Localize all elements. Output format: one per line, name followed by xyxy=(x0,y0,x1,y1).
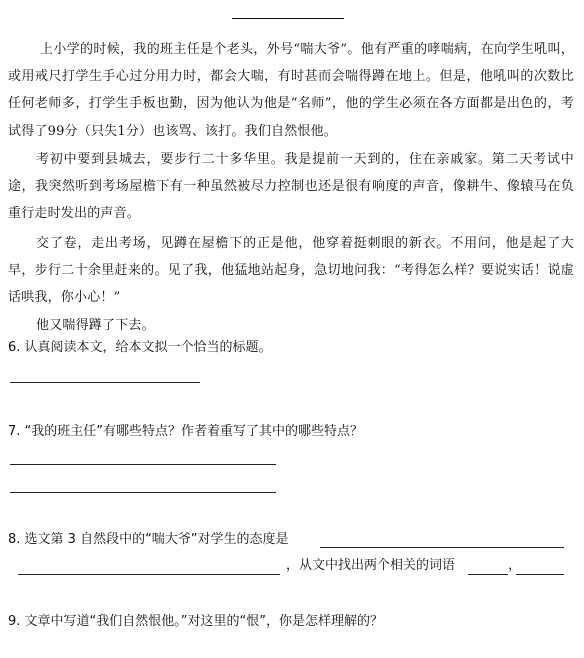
question-8-separator: ， xyxy=(508,558,522,573)
question-8: 8. 选文第 3 自然段中的“喘大爷”对学生的态度是 xyxy=(8,532,289,547)
top-divider xyxy=(232,18,344,19)
answer-line-q7-1[interactable] xyxy=(10,464,276,465)
question-6: 6. 认真阅读本文，给本文拟一个恰当的标题。 xyxy=(8,340,272,355)
question-9: 9. 文章中写道“我们自然恨他。”对这里的“恨”，你是怎样理解的？ xyxy=(8,614,383,629)
answer-line-q8-word-2[interactable] xyxy=(516,574,564,575)
answer-line-q8-word-1[interactable] xyxy=(468,574,508,575)
answer-line-q8-1[interactable] xyxy=(320,547,564,548)
answer-line-q7-2[interactable] xyxy=(10,492,276,493)
paragraph-2: 考初中要到县城去，要步行二十多华里。我是提前一天到的，住在亲戚家。第二天考试中途，我突然听到考场屋檐下有一种虽然被尽力控制也还是很有响度的声音，像耕牛、像辕马在负重行走时发出的声音。 xyxy=(8,152,574,222)
answer-line-q8-2[interactable] xyxy=(18,574,280,575)
question-7: 7. “我的班主任”有哪些特点？作者着重写了其中的哪些特点？ xyxy=(8,424,364,439)
paragraph-1: 上小学的时候，我的班主任是个老头，外号“喘大爷”。他有严重的哮喘病，在向学生吼叫，或用戒尺打学生手心过分用力时，都会大喘，有时甚而会喘得蹲在地上。但是，他吼叫的次数比任何老师多，打学生手板也勤，因为他认为他是“名师”，他的学生必须在各方面都是出色的，考试得了99分（只失1分）也该骂、该打。我们自然恨他。 xyxy=(8,42,574,139)
answer-line-q6[interactable] xyxy=(10,382,200,383)
paragraph-3: 交了卷，走出考场，见蹲在屋檐下的正是他，他穿着挺刺眼的新衣。不用问，他是起了大早，步行二十余里赶来的。见了我，他猛地站起身，急切地问我：“考得怎么样？要说实话！说虚话哄我，你小心！” xyxy=(8,236,574,306)
paragraph-4: 他又喘得蹲了下去。 xyxy=(36,318,155,333)
question-8-continuation: ，从文中找出两个相关的词语 xyxy=(286,558,456,573)
